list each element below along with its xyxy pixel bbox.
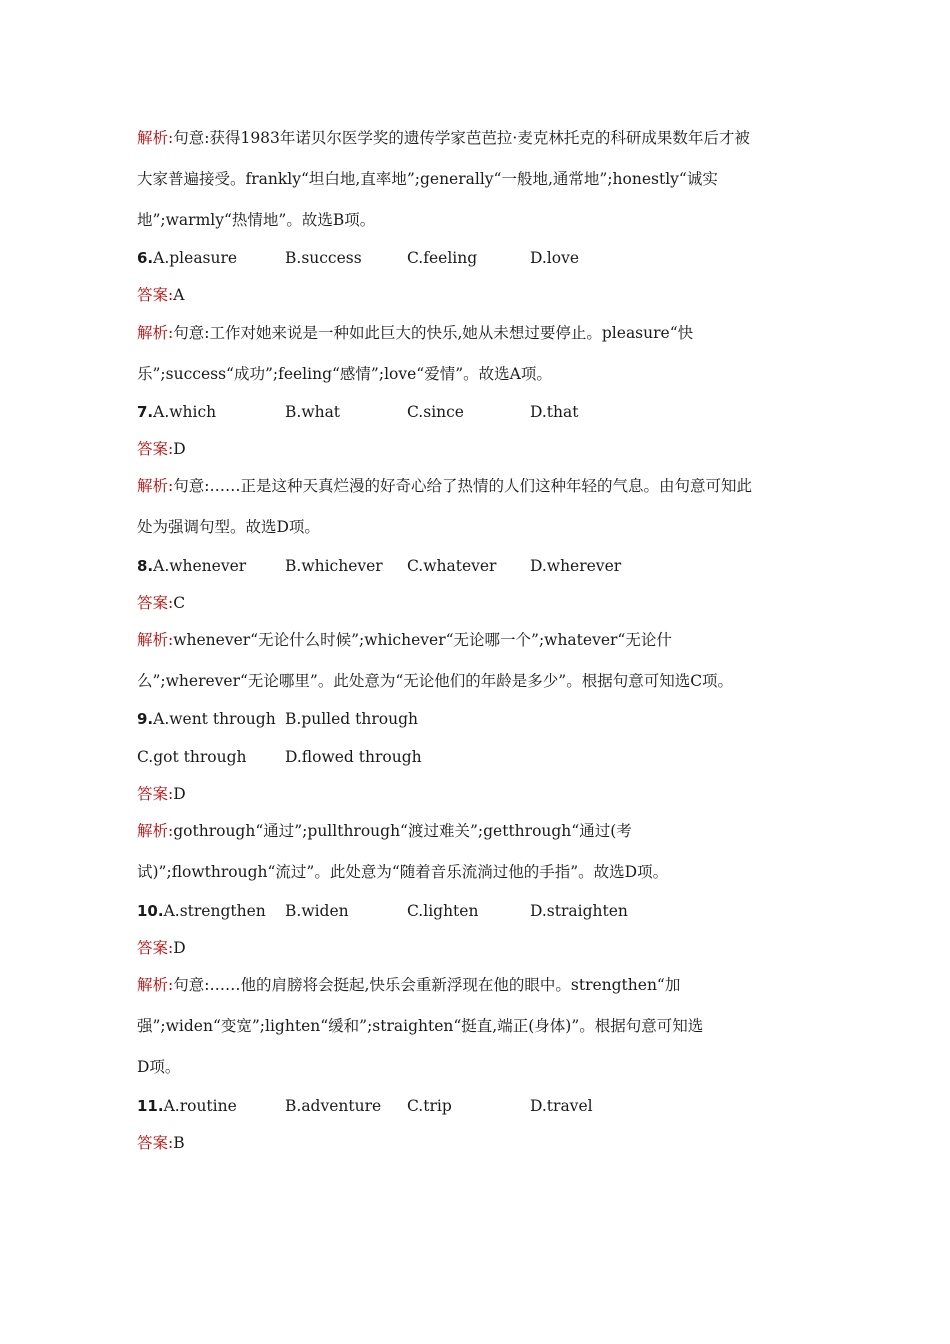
analysis-label: 解析:: [137, 129, 174, 147]
answer-label: 答案:: [137, 440, 174, 458]
question-11: [137, 1095, 237, 1117]
answer-line: [137, 1132, 185, 1154]
analysis-line: 解析:句意:……他的肩膀将会挺起,快乐会重新浮现在他的眼中。strengthen“加: [137, 976, 681, 994]
question-number: 10.: [137, 902, 164, 920]
question-10: [137, 900, 266, 922]
question-6: [137, 247, 237, 269]
analysis-label: 解析:: [137, 477, 174, 495]
answer-line: [137, 438, 186, 460]
analysis-line: 乐”;success“成功”;feeling“感情”;love“爱情”。故选A项。: [137, 365, 552, 383]
option-b: B.widen: [285, 902, 349, 920]
answer-label: 答案:: [137, 594, 174, 612]
option-c: C.lighten: [407, 902, 479, 920]
option-d: D.flowed through: [285, 748, 422, 766]
analysis-line: 解析:句意:工作对她来说是一种如此巨大的快乐,她从未想过要停止。pleasure“快: [137, 324, 694, 342]
answer-line: [137, 937, 186, 959]
option-a: A.went through: [153, 710, 276, 728]
option-c: C.since: [407, 403, 464, 421]
option-d: D.that: [530, 403, 579, 421]
question-9: [137, 708, 276, 730]
question-number: 6.: [137, 249, 154, 267]
option-c: C.whatever: [407, 557, 497, 575]
analysis-line: 解析:whenever“无论什么时候”;whichever“无论哪一个”;whatever“无论什: [137, 631, 672, 649]
analysis-line: 地”;warmly“热情地”。故选B项。: [137, 211, 376, 229]
option-a: A.routine: [163, 1097, 237, 1115]
option-a: A.which: [153, 403, 217, 421]
analysis-line: 大家普遍接受。frankly“坦白地,直率地”;generally“一般地,通常地”;honestly“诚实: [137, 170, 718, 188]
option-d: D.wherever: [530, 557, 622, 575]
option-b: B.what: [285, 403, 341, 421]
option-a: A.pleasure: [153, 249, 238, 267]
option-b: B.whichever: [285, 557, 383, 575]
answer-line: [137, 592, 185, 614]
option-b: B.success: [285, 249, 362, 267]
option-a: A.whenever: [153, 557, 247, 575]
analysis-label: 解析:: [137, 324, 174, 342]
answer-value: A: [173, 286, 185, 304]
analysis-line: 解析:句意:……正是这种天真烂漫的好奇心给了热情的人们这种年轻的气息。由句意可知此: [137, 477, 752, 495]
question-number: 9.: [137, 710, 154, 728]
answer-value: D: [173, 785, 186, 803]
option-c: C.feeling: [407, 249, 478, 267]
question-7: [137, 401, 216, 423]
option-c: C.trip: [407, 1097, 452, 1115]
option-b: B.adventure: [285, 1097, 382, 1115]
question-number: 7.: [137, 403, 154, 421]
option-c: C.got through: [137, 748, 247, 766]
answer-line: [137, 783, 186, 805]
analysis-label: 解析:: [137, 976, 174, 994]
answer-label: 答案:: [137, 939, 174, 957]
analysis-line: 么”;wherever“无论哪里”。此处意为“无论他们的年龄是多少”。根据句意可知选C项。: [137, 672, 734, 690]
option-d: D.travel: [530, 1097, 593, 1115]
analysis-line: 解析:句意:获得1983年诺贝尔医学奖的遗传学家芭芭拉·麦克林托克的科研成果数年后才被: [137, 129, 750, 147]
answer-line: [137, 284, 184, 306]
analysis-label: 解析:: [137, 631, 174, 649]
question-number: 8.: [137, 557, 154, 575]
analysis-line: 试)”;flowthrough“流过”。此处意为“随着音乐流淌过他的手指”。故选D项。: [137, 863, 669, 881]
answer-value: B: [173, 1134, 185, 1152]
option-d: D.love: [530, 249, 580, 267]
analysis-line: 解析:gothrough“通过”;pullthrough“渡过难关”;getthrough“通过(考: [137, 822, 632, 840]
analysis-label: 解析:: [137, 822, 174, 840]
question-8: [137, 555, 246, 577]
answer-label: 答案:: [137, 1134, 174, 1152]
answer-value: D: [173, 939, 186, 957]
analysis-line: 强”;widen“变宽”;lighten“缓和”;straighten“挺直,端正(身体)”。根据句意可知选: [137, 1017, 704, 1035]
option-a: A.strengthen: [163, 902, 266, 920]
question-number: 11.: [137, 1097, 164, 1115]
answer-value: C: [173, 594, 186, 612]
analysis-line: D项。: [137, 1058, 181, 1076]
option-d: D.straighten: [530, 902, 628, 920]
answer-value: D: [173, 440, 186, 458]
answer-label: 答案:: [137, 785, 174, 803]
option-b: B.pulled through: [285, 710, 418, 728]
analysis-line: 处为强调句型。故选D项。: [137, 518, 320, 536]
answer-label: 答案:: [137, 286, 174, 304]
